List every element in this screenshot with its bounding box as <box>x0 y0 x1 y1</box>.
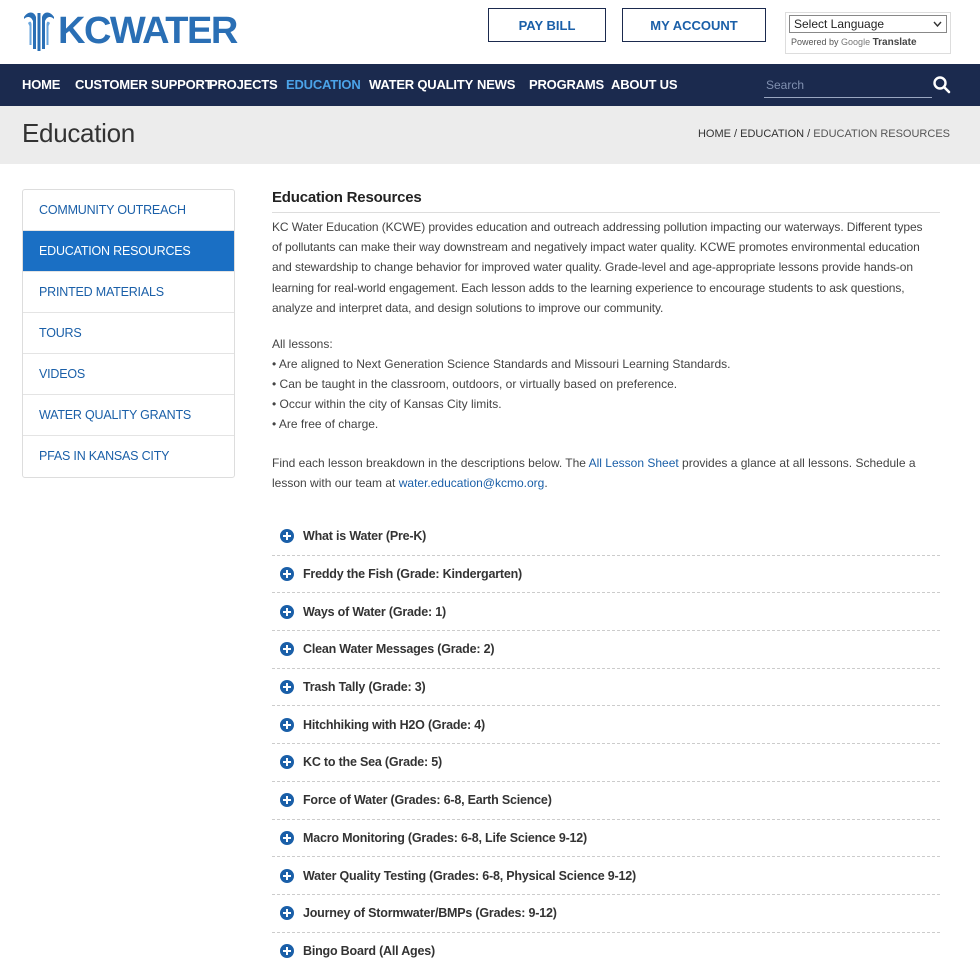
main-content <box>272 189 940 493</box>
accordion-item[interactable] <box>272 895 940 933</box>
accordion-item[interactable] <box>272 518 940 556</box>
powered-by-text: Powered by <box>791 37 839 47</box>
find-text: Find each lesson breakdown in the descriptions below. The <box>272 456 589 471</box>
title-band <box>0 106 980 164</box>
intro-line: of pollutants can make their way downstream and negatively impact water quality. KCWE promotes environmental education <box>272 240 920 255</box>
plus-circle-icon <box>280 906 294 920</box>
all-lesson-sheet-link[interactable]: All Lesson Sheet <box>588 456 679 471</box>
accordion-item[interactable] <box>272 631 940 669</box>
accordion-item-label: KC to the Sea (Grade: 5) <box>303 755 442 770</box>
accordion-item[interactable] <box>272 820 940 858</box>
plus-circle-icon <box>280 755 294 769</box>
language-select-value: Select Language <box>794 17 885 31</box>
breadcrumb-education[interactable]: EDUCATION <box>740 128 805 140</box>
my-account-button[interactable]: MY ACCOUNT <box>622 8 766 42</box>
search-input[interactable]: Search <box>764 72 932 98</box>
sidebar <box>22 189 235 478</box>
plus-circle-icon <box>280 529 294 543</box>
breadcrumb <box>698 128 950 140</box>
accordion-item[interactable] <box>272 706 940 744</box>
kcwater-logo[interactable] <box>22 8 237 54</box>
accordion-item[interactable] <box>272 857 940 895</box>
breadcrumb-separator: / <box>807 128 811 140</box>
sidebar-item-education-resources[interactable]: EDUCATION RESOURCES <box>23 231 234 272</box>
all-lessons-heading: All lessons: <box>272 337 333 352</box>
lesson-accordion <box>272 518 940 960</box>
intro-paragraph <box>272 217 940 318</box>
nav-item-projects[interactable]: PROJECTS <box>209 77 278 92</box>
find-text: . <box>544 476 548 491</box>
intro-line: KC Water Education (KCWE) provides education and outreach addressing pollution impacting our waterways. Different types <box>272 220 923 234</box>
nav-item-water-quality[interactable]: WATER QUALITY <box>369 77 474 92</box>
accordion-item[interactable] <box>272 744 940 782</box>
plus-circle-icon <box>280 680 294 694</box>
page-title: Education <box>22 118 135 148</box>
intro-line: learning for real-world engagement. Each lesson adds to the learning experience to encourage students to ask questions, <box>272 280 905 295</box>
nav-item-news[interactable]: NEWS <box>477 77 516 92</box>
find-text: lesson with our team at <box>272 476 399 491</box>
accordion-item-label: Trash Tally (Grade: 3) <box>303 680 426 695</box>
accordion-item-label: Journey of Stormwater/BMPs (Grades: 9-12) <box>303 906 557 921</box>
plus-circle-icon <box>280 831 294 845</box>
search-icon[interactable] <box>932 75 952 95</box>
accordion-item-label: Water Quality Testing (Grades: 6-8, Physical Science 9-12) <box>303 868 636 883</box>
powered-by-google <box>789 37 947 48</box>
nav-item-customer-support[interactable]: CUSTOMER SUPPORT <box>75 77 213 92</box>
water-fountain-icon <box>22 9 56 53</box>
email-link[interactable]: water.education@kcmo.org <box>398 476 545 491</box>
nav-item-education[interactable]: EDUCATION <box>286 77 361 92</box>
sidebar-item-videos[interactable]: VIDEOS <box>23 354 234 395</box>
plus-circle-icon <box>280 869 294 883</box>
breadcrumb-current: EDUCATION RESOURCES <box>813 128 950 140</box>
accordion-item-label: Freddy the Fish (Grade: Kindergarten) <box>303 567 523 582</box>
accordion-item-label: Clean Water Messages (Grade: 2) <box>303 642 495 657</box>
main-nav <box>0 64 980 106</box>
all-lessons-bullet: • Occur within the city of Kansas City limits. <box>272 397 502 412</box>
nav-item-about-us[interactable]: ABOUT US <box>611 77 678 92</box>
all-lessons-bullet: • Can be taught in the classroom, outdoors, or virtually based on preference. <box>272 377 678 392</box>
nav-item-home[interactable]: HOME <box>22 77 61 92</box>
find-text: provides a glance at all lessons. Schedule a <box>678 456 916 471</box>
sidebar-item-printed-materials[interactable]: PRINTED MATERIALS <box>23 272 234 313</box>
all-lessons-bullet: • Are aligned to Next Generation Science Standards and Missouri Learning Standards. <box>272 357 731 372</box>
nav-item-programs[interactable]: PROGRAMS <box>529 77 604 92</box>
accordion-item-label: Force of Water (Grades: 6-8, Earth Science) <box>303 793 552 808</box>
plus-circle-icon <box>280 718 294 732</box>
accordion-item[interactable] <box>272 782 940 820</box>
accordion-item[interactable] <box>272 669 940 707</box>
breadcrumb-separator: / <box>734 128 738 140</box>
plus-circle-icon <box>280 944 294 958</box>
logo-text: KCWATER <box>58 10 237 52</box>
google-translate-widget <box>785 12 951 54</box>
all-lessons-bullet: • Are free of charge. <box>272 417 379 432</box>
accordion-item-label: Hitchhiking with H2O (Grade: 4) <box>303 717 486 732</box>
intro-line: and stewardship to change behavior for improved water quality. Grade-level and age-appropriate lessons provide hands-on <box>272 260 913 275</box>
google-logo-text: Google <box>841 37 871 47</box>
top-header <box>0 0 980 64</box>
sidebar-item-water-quality-grants[interactable]: WATER QUALITY GRANTS <box>23 395 234 436</box>
accordion-item[interactable] <box>272 593 940 631</box>
all-lessons-block <box>272 334 940 434</box>
intro-line: analyze and interpret data, and design solutions to improve our community. <box>272 300 664 315</box>
chevron-down-icon <box>933 21 942 27</box>
breadcrumb-home[interactable]: HOME <box>697 128 731 140</box>
plus-circle-icon <box>280 567 294 581</box>
language-select[interactable] <box>789 15 947 33</box>
accordion-item[interactable] <box>272 933 940 960</box>
pay-bill-button[interactable]: PAY BILL <box>488 8 606 42</box>
sidebar-item-pfas-in-kansas-city[interactable]: PFAS IN KANSAS CITY <box>39 449 170 463</box>
find-lesson-paragraph <box>272 453 940 493</box>
accordion-item-label: Bingo Board (All Ages) <box>303 944 435 959</box>
accordion-item-label: Ways of Water (Grade: 1) <box>303 604 446 619</box>
plus-circle-icon <box>280 793 294 807</box>
translate-link[interactable]: Translate <box>872 37 917 48</box>
accordion-item-label: What is Water (Pre-K) <box>303 529 427 544</box>
sidebar-item-tours[interactable]: TOURS <box>23 313 234 354</box>
accordion-item-label: Macro Monitoring (Grades: 6-8, Life Science 9-12) <box>303 830 588 845</box>
sidebar-item-community-outreach[interactable]: COMMUNITY OUTREACH <box>23 190 234 231</box>
plus-circle-icon <box>280 605 294 619</box>
section-title: Education Resources <box>272 189 940 213</box>
plus-circle-icon <box>280 642 294 656</box>
accordion-item[interactable] <box>272 556 940 594</box>
